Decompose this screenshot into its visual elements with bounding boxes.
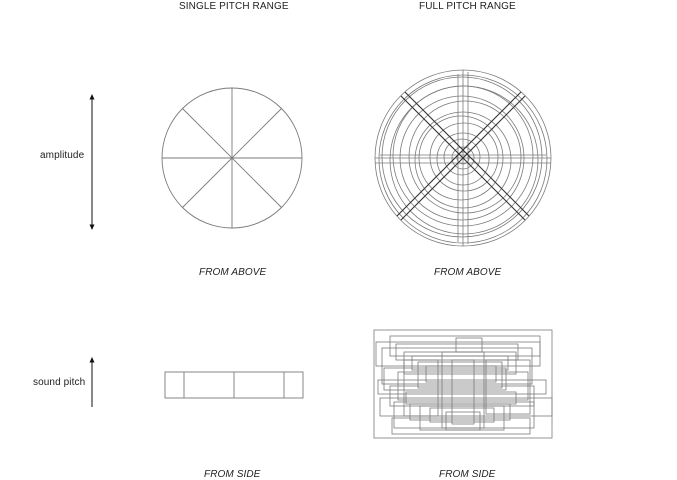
caption-single-from-side: FROM SIDE xyxy=(204,469,261,480)
caption-full-from-side: FROM SIDE xyxy=(439,469,496,480)
caption-single-from-above: FROM ABOVE xyxy=(199,267,267,278)
amplitude-arrow xyxy=(90,94,95,230)
sound-pitch-arrow xyxy=(90,357,95,407)
sound-pitch-label: sound pitch xyxy=(33,377,86,388)
heading-single-pitch-range: SINGLE PITCH RANGE xyxy=(179,1,289,12)
heading-full-pitch-range: FULL PITCH RANGE xyxy=(419,1,516,12)
amplitude-label: amplitude xyxy=(40,150,85,161)
full-pitch-side-view xyxy=(374,330,552,438)
caption-full-from-above: FROM ABOVE xyxy=(434,267,502,278)
single-pitch-side-view xyxy=(165,372,303,398)
single-pitch-top-view xyxy=(162,88,302,228)
